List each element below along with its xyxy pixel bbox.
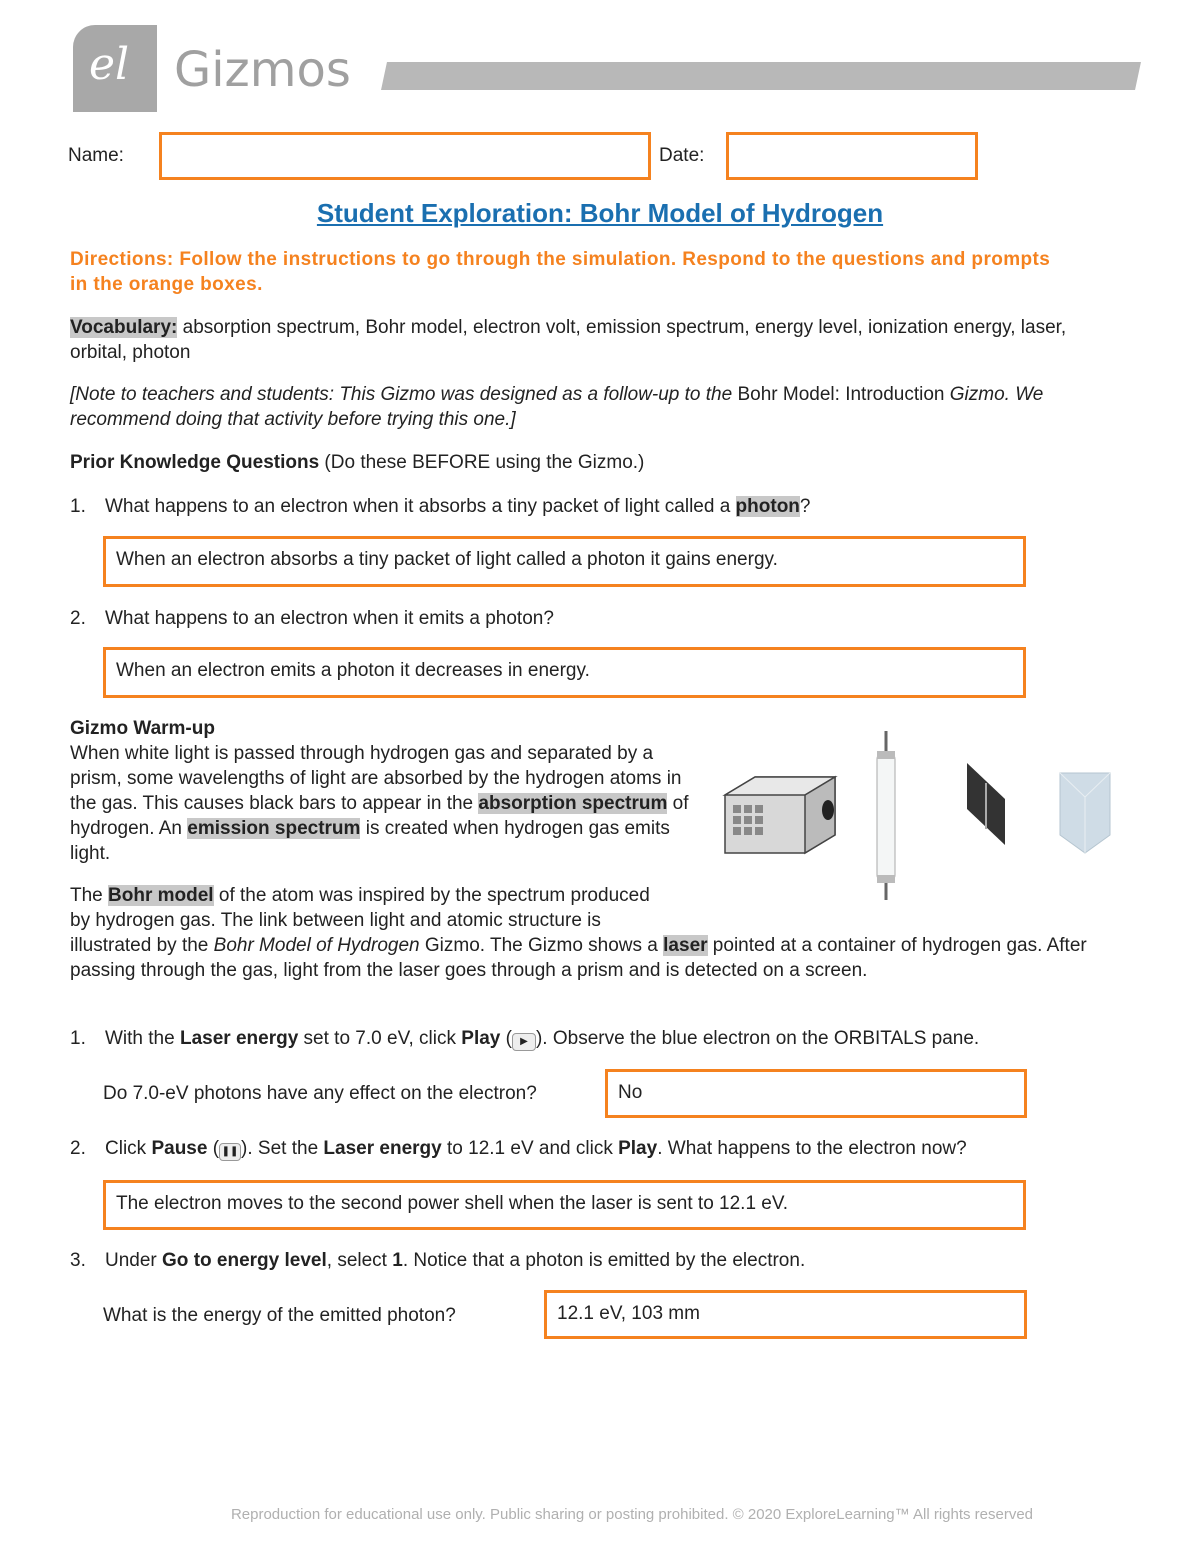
step-1-question: Do 7.0-eV photons have any effect on the electron? [103, 1083, 537, 1104]
text: of the atom was inspired by the spectrum produced by hydrogen gas. The link between light and atomic structure is illustrated by the [70, 885, 650, 956]
term-absorption-spectrum: absorption spectrum [478, 793, 668, 814]
step-1 [70, 1026, 979, 1051]
text: ). Set the [241, 1138, 324, 1159]
prior-knowledge-heading [70, 450, 644, 475]
note-part1: [Note to teachers and students: This Gizmo was designed as a follow-up to the [70, 384, 738, 405]
step-3 [70, 1248, 805, 1273]
text: is created when hydrogen gas emits light. [70, 818, 670, 864]
vocabulary [70, 315, 1080, 365]
text: With the [105, 1028, 180, 1049]
teacher-note [70, 382, 1080, 432]
note-part2: Bohr Model: Introduction [737, 384, 945, 405]
header-bar [381, 62, 1141, 90]
vocabulary-terms: absorption spectrum, Bohr model, electron volt, emission spectrum, energy level, ionization energy, laser, orbital, photon [70, 317, 1067, 363]
warmup-paragraph-1 [70, 741, 710, 866]
gizmo-name: Bohr Model of Hydrogen [213, 935, 420, 956]
step-number: 1. [70, 1028, 86, 1049]
term-laser: laser [663, 935, 708, 956]
step-number: 3. [70, 1250, 86, 1271]
text: . What happens to the electron now? [657, 1138, 967, 1159]
answer-box-prior-2[interactable]: When an electron emits a photon it decreases in energy. [103, 647, 1026, 698]
gas-tube-icon [877, 731, 895, 900]
warmup-heading: Gizmo Warm-up [70, 718, 215, 739]
wrap-float [660, 883, 1130, 933]
text: pointed at a container of hydrogen gas. After passing through the gas, light from the laser goes through a prism and is detected on a screen. [70, 935, 1087, 981]
term-play: Play [618, 1138, 658, 1159]
prism-icon [1060, 773, 1110, 853]
name-label: Name: [68, 145, 124, 166]
slit-icon [967, 763, 1005, 845]
answer-box-prior-1[interactable]: When an electron absorbs a tiny packet of light called a photon it gains energy. [103, 536, 1026, 587]
prior-subtext: (Do these BEFORE using the Gizmo.) [319, 452, 645, 473]
gizmo-apparatus-illustration [715, 725, 1125, 905]
answer-box-step-1[interactable]: No [605, 1069, 1027, 1118]
name-field[interactable] [159, 132, 651, 180]
warmup-paragraph-2 [70, 883, 1130, 983]
text: ( [500, 1028, 512, 1049]
question-number: 2. [70, 608, 86, 629]
pause-icon: ❚❚ [219, 1143, 241, 1161]
text: to 12.1 eV and click [441, 1138, 619, 1159]
term-pause: Pause [151, 1138, 208, 1159]
text: of hydrogen. An [70, 793, 689, 839]
play-icon: ▶ [512, 1033, 536, 1051]
question-text: What happens to an electron when it absorbs a tiny packet of light called a [105, 496, 736, 517]
term-laser-energy: Laser energy [179, 1028, 299, 1049]
date-label: Date: [659, 145, 705, 166]
question-number: 1. [70, 496, 86, 517]
text: Gizmo. The Gizmo shows a [419, 935, 664, 956]
question-text: What happens to an electron when it emits a photon? [105, 608, 554, 629]
light-source-box-icon [725, 777, 835, 853]
text: ( [207, 1138, 220, 1159]
brand-name: Gizmos [174, 42, 351, 98]
text: Click [105, 1138, 152, 1159]
term-go-to-energy-level: Go to energy level [162, 1250, 327, 1271]
term-laser-energy: Laser energy [323, 1138, 442, 1159]
answer-box-step-2[interactable]: The electron moves to the second power shell when the laser is sent to 12.1 eV. [103, 1180, 1026, 1230]
page-title: Student Exploration: Bohr Model of Hydrogen [316, 198, 884, 228]
term-play: Play [461, 1028, 501, 1049]
text: , select [326, 1250, 393, 1271]
step-3-question: What is the energy of the emitted photon? [103, 1305, 456, 1326]
directions: Directions: Follow the instructions to go through the simulation. Respond to the questions and prompts in the orange boxes. [70, 249, 1051, 295]
text: . Notice that a photon is emitted by the electron. [402, 1250, 806, 1271]
text: ). Observe the blue electron on the ORBITALS pane. [535, 1028, 980, 1049]
note-part3: Gizmo. We recommend doing that activity before trying this one.] [70, 384, 1044, 430]
vocabulary-label: Vocabulary: [70, 317, 178, 338]
step-2 [70, 1136, 967, 1161]
step-number: 2. [70, 1138, 86, 1159]
answer-box-step-3[interactable]: 12.1 eV, 103 mm [544, 1290, 1027, 1339]
logo-mark: el [89, 39, 130, 90]
prior-question-2 [70, 606, 554, 631]
date-field[interactable] [726, 132, 978, 180]
text: The [70, 885, 109, 906]
term-emission-spectrum: emission spectrum [187, 818, 361, 839]
term-bohr-model: Bohr model [108, 885, 214, 906]
footer-copyright: Reproduction for educational use only. Public sharing or posting prohibited. © 2020 ExploreLearning™ All rights reserved [230, 1506, 1034, 1523]
term-photon: photon [735, 496, 800, 517]
text: Under [105, 1250, 163, 1271]
text: set to 7.0 eV, click [298, 1028, 462, 1049]
prior-question-1 [70, 494, 810, 519]
text: When white light is passed through hydrogen gas and separated by a prism, some wavelengths of light are absorbed by the hydrogen atoms in the gas. This causes black bars to appear in the [70, 743, 682, 814]
term-level-1: 1 [392, 1250, 403, 1271]
question-end: ? [799, 496, 811, 517]
gizmos-logo-box [73, 25, 157, 112]
prior-heading: Prior Knowledge Questions [70, 452, 320, 473]
